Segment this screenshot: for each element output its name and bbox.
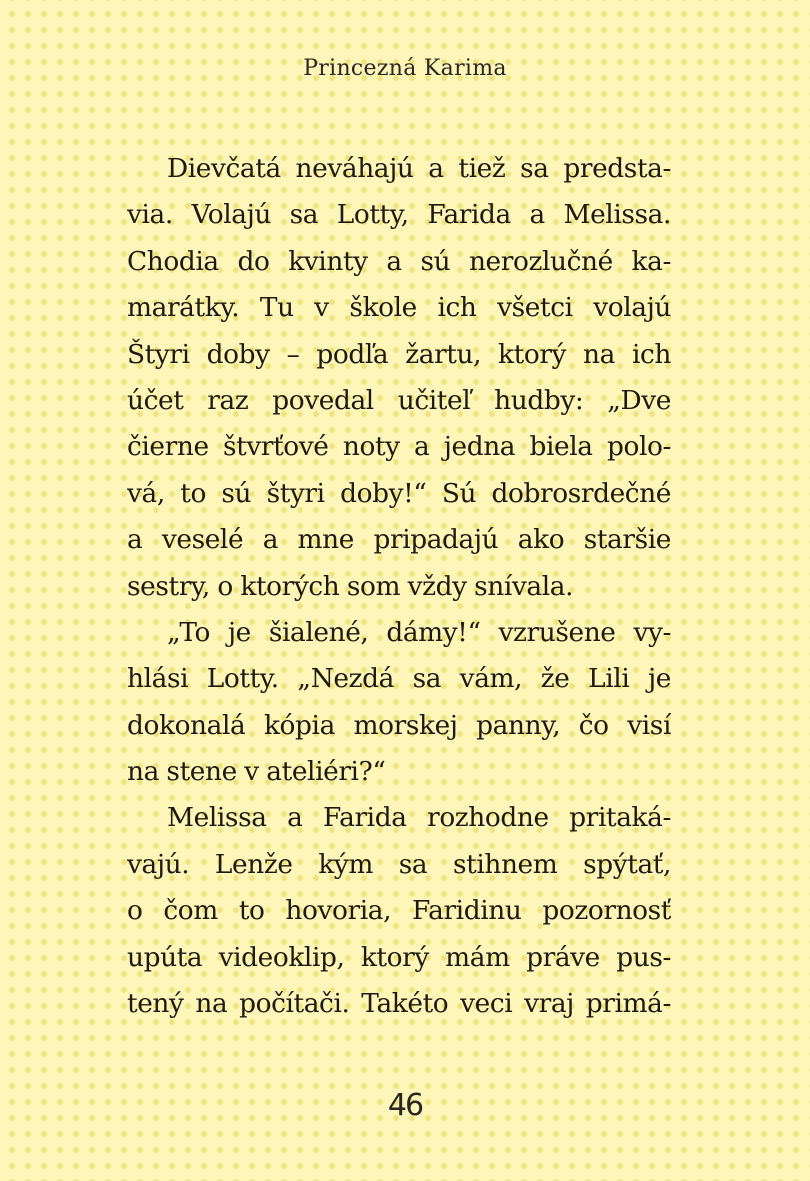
text-line: o čom to hovoria, Faridinu pozornosť [127,895,671,927]
text-line: čierne štvrťové noty a jedna biela polo- [127,431,671,463]
text-line: Štyri doby – podľa žartu, ktorý na ich [127,338,671,370]
text-line: vajú. Lenže kým sa stihnem spýtať, [127,848,671,880]
running-header: Princezná Karima [303,56,507,81]
text-line: Melissa a Farida rozhodne pritaká- [167,802,671,834]
text-line: upúta videoklip, ktorý mám práve pus- [127,941,671,973]
text-line: vá, to sú štyri doby!“ Sú dobrosrdečné [127,477,671,509]
text-line: sestry, o ktorých som vždy snívala. [127,570,574,602]
text-line: a veselé a mne pripadajú ako staršie [127,524,671,556]
page-number: 46 [387,1088,423,1123]
text-line: marátky. Tu v škole ich všetci volajú [127,292,671,324]
text-line: hlási Lotty. „Nezdá sa vám, že Lili je [127,663,671,695]
body-text [127,146,671,1027]
text-line: tený na počítači. Takéto veci vraj primá- [127,988,671,1020]
text-line: účet raz povedal učiteľ hudby: „Dve [127,384,671,416]
text-line: via. Volajú sa Lotty, Farida a Melissa. [127,199,671,231]
text-line: dokonalá kópia morskej panny, čo visí [127,709,671,741]
text-line: Chodia do kvinty a sú nerozlučné ka- [127,245,671,277]
text-line: „To je šialené, dámy!“ vzrušene vy- [167,616,671,648]
text-line: Dievčatá neváhajú a tiež sa predsta- [167,153,671,184]
text-line: na stene v ateliéri?“ [127,756,386,788]
